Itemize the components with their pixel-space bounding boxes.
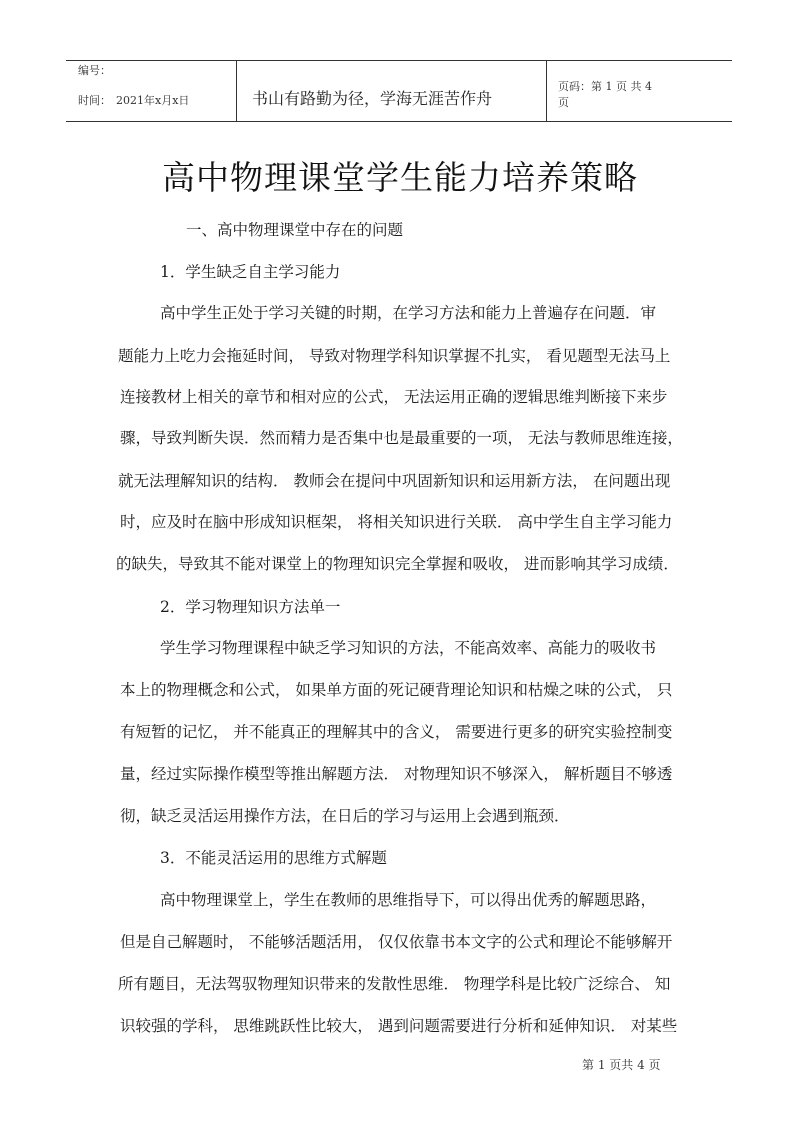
paragraph-line: 但是自己解题时， 不能够活题活用， 仅仅依靠书本文字的公式和理论不能够解开 [120,933,673,951]
paragraph-line: 彻，缺乏灵活运用操作方法，在日后的学习与运用上会遇到瓶颈． [120,807,570,825]
paragraph-line: 本上的物理概念和公式， 如果单方面的死记硬背理论知识和枯燥之味的公式， 只 [120,681,673,699]
document-title: 高中物理课堂学生能力培养策略 [162,158,638,197]
time-value: 2021年x月x日 [116,94,190,107]
page-footer: 第 1 页共 4 页 [582,1058,661,1072]
serial-label: 编号： [78,64,111,77]
page-label-cont: 页 [558,96,569,109]
paragraph-line: 高中学生正处于学习关键的时期，在学习方法和能力上普遍存在问题．审 [160,304,657,322]
paragraph-line: 量，经过实际操作模型等推出解题方法． 对物理知识不够深入， 解析题目不够透 [120,765,673,783]
section-heading: 一、高中物理课堂中存在的问题 [186,221,404,239]
paragraph-line: 学生学习物理课程中缺乏学习知识的方法，不能高效率、高能力的吸收书 [160,639,657,657]
paragraph-line: 就无法理解知识的结构． 教师会在提问中巩固新知识和运用新方法， 在问题出现 [118,472,671,490]
subsection-heading: 1．学生缺乏自主学习能力 [160,263,341,281]
paragraph-line: 的缺失，导致其不能对课堂上的物理知识完全掌握和吸收， 进而影响其学习成绩． [116,555,679,573]
subsection-heading: 3．不能灵活运用的思维方式解题 [160,849,387,867]
paragraph-line: 骤，导致判断失误．然而精力是否集中也是最重要的一项， 无法与教师思维连接， [120,429,683,447]
header-divider [546,61,547,121]
paragraph-line: 有短暂的记忆， 并不能真正的理解其中的含义， 需要进行更多的研究实验控制变 [120,723,673,741]
header-divider [236,61,237,121]
page-label: 页码：第 1 页 共 4 [558,80,652,93]
time-label: 时间： [78,94,111,107]
subsection-heading: 2．学习物理知识方法单一 [160,598,341,616]
paragraph-line: 时，应及时在脑中形成知识框架， 将相关知识进行关联． 高中学生自主学习能力 [120,513,673,531]
paragraph-line: 题能力上吃力会拖延时间， 导致对物理学科知识掌握不扎实， 看见题型无法马上 [118,347,671,365]
paragraph-line: 高中物理课堂上，学生在教师的思维指导下，可以得出优秀的解题思路， [160,891,657,909]
motto: 书山有路勤为径，学海无涯苦作舟 [252,89,493,108]
paragraph-line: 识较强的学科， 思维跳跃性比较大， 遇到问题需要进行分析和延伸知识． 对某些 [120,1017,678,1035]
paragraph-line: 连接教材上相关的章节和相对应的公式， 无法运用正确的逻辑思维判断接下来步 [120,388,668,406]
paragraph-line: 所有题目，无法驾驭物理知识带来的发散性思维． 物理学科是比较广泛综合、 知 [118,975,671,993]
